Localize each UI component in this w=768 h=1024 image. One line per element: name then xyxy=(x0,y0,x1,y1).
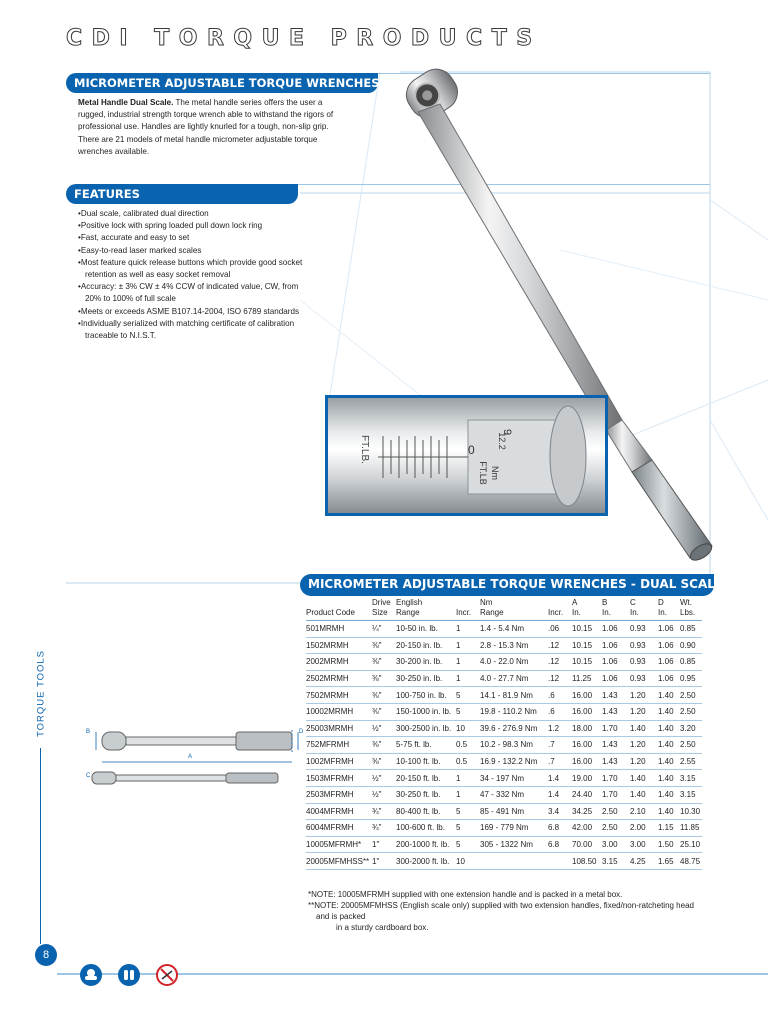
side-rule xyxy=(40,748,41,944)
table-row xyxy=(306,687,702,704)
table-cell: .12 xyxy=(548,654,572,671)
table-cell: 0.90 xyxy=(680,637,702,654)
table-cell: ⅜" xyxy=(372,654,396,671)
table-cell: 16.9 - 132.2 Nm xyxy=(480,753,548,770)
table-cell: .12 xyxy=(548,637,572,654)
table-cell: ¾" xyxy=(372,803,396,820)
table-cell xyxy=(548,853,572,870)
table-cell: 3.00 xyxy=(602,836,630,853)
table-cell: 18.00 xyxy=(572,720,602,737)
table-cell: 85 - 491 Nm xyxy=(480,803,548,820)
table-cell: 1002MFRMH xyxy=(306,753,372,770)
table-cell: 6004MFRMH xyxy=(306,820,372,837)
feature-item: • Meets or exceeds ASME B107.14-2004, ISO 6789 standards xyxy=(78,306,308,318)
table-cell: 1 xyxy=(456,654,480,671)
table-cell: 1 xyxy=(456,786,480,803)
table-row xyxy=(306,720,702,737)
table-cell: 2.50 xyxy=(680,703,702,720)
table-cell: 10 xyxy=(456,853,480,870)
side-category-label xyxy=(33,645,49,745)
note-2: **NOTE: 20005MFMHSS (English scale only) supplied with two extension handles, fixed/non-ratcheting head and is packed xyxy=(308,901,694,921)
table-cell: ⅜" xyxy=(372,687,396,704)
table-cell: 10.2 - 98.3 Nm xyxy=(480,737,548,754)
table-cell: 48.75 xyxy=(680,853,702,870)
table-cell: 1.70 xyxy=(602,786,630,803)
table-cell: 25003MRMH xyxy=(306,720,372,737)
table-cell: 1.15 xyxy=(658,820,680,837)
table-cell: 1.06 xyxy=(602,621,630,638)
table-cell: 1502MRMH xyxy=(306,637,372,654)
table-cell: 10.30 xyxy=(680,803,702,820)
table-cell: 1.65 xyxy=(658,853,680,870)
table-cell: ⅜" xyxy=(372,737,396,754)
table-cell: 39.6 - 276.9 Nm xyxy=(480,720,548,737)
column-header: Product Code xyxy=(306,598,372,621)
table-cell: 24.40 xyxy=(572,786,602,803)
table-cell: 1.06 xyxy=(602,670,630,687)
gloves-icon xyxy=(118,964,140,986)
table-cell: 10 xyxy=(456,720,480,737)
table-cell: .06 xyxy=(548,621,572,638)
table-cell: 108.50 xyxy=(572,853,602,870)
table-cell: 1503MFRMH xyxy=(306,770,372,787)
table-cell: 3.15 xyxy=(602,853,630,870)
table-row xyxy=(306,820,702,837)
table-cell: ¾" xyxy=(372,820,396,837)
table-cell: 1.4 xyxy=(548,770,572,787)
table-cell: 1.40 xyxy=(658,720,680,737)
table-cell: ½" xyxy=(372,786,396,803)
table-row xyxy=(306,836,702,853)
table-cell: 10.15 xyxy=(572,621,602,638)
table-cell: 4004MFRMH xyxy=(306,803,372,820)
table-cell: 1.06 xyxy=(658,621,680,638)
table-cell: 10005MFRMH* xyxy=(306,836,372,853)
table-row xyxy=(306,753,702,770)
table-cell: 19.00 xyxy=(572,770,602,787)
table-cell: 200-1000 ft. lb. xyxy=(396,836,456,853)
table-cell: 1.40 xyxy=(658,703,680,720)
table-cell: 5 xyxy=(456,836,480,853)
dimension-label-c: C xyxy=(86,773,91,779)
table-cell: 1.40 xyxy=(658,687,680,704)
table-cell: 5 xyxy=(456,703,480,720)
feature-item: • Positive lock with spring loaded pull down lock ring xyxy=(78,220,308,232)
table-cell: 0.85 xyxy=(680,654,702,671)
table-cell: 1" xyxy=(372,853,396,870)
table-cell: 1 xyxy=(456,770,480,787)
column-header: Incr. xyxy=(548,598,572,621)
table-cell: 2002MRMH xyxy=(306,654,372,671)
table-cell: 100-600 ft. lb. xyxy=(396,820,456,837)
table-cell: 1 xyxy=(456,637,480,654)
table-cell: 1.40 xyxy=(658,770,680,787)
table-cell: 6.8 xyxy=(548,836,572,853)
section-title: MICROMETER ADJUSTABLE TORQUE WRENCHES xyxy=(66,73,378,93)
table-cell: 1.20 xyxy=(630,737,658,754)
column-header: B In. xyxy=(602,598,630,621)
table-row xyxy=(306,786,702,803)
table-row xyxy=(306,703,702,720)
table-cell: 1.2 xyxy=(548,720,572,737)
side-label-text: TORQUE TOOLS xyxy=(35,650,47,737)
table-cell: 1.20 xyxy=(630,687,658,704)
table-body xyxy=(306,621,702,870)
table-cell: .7 xyxy=(548,737,572,754)
table-cell: 10002MRMH xyxy=(306,703,372,720)
table-cell: 2.00 xyxy=(630,820,658,837)
table-cell: 7502MRMH xyxy=(306,687,372,704)
scale-ring-zero: 0 xyxy=(468,443,475,457)
table-cell: 2.50 xyxy=(602,803,630,820)
table-cell: 2.50 xyxy=(680,687,702,704)
table-cell xyxy=(480,853,548,870)
features-title: FEATURES xyxy=(66,184,298,204)
table-cell: 3.20 xyxy=(680,720,702,737)
table-cell: 2.50 xyxy=(680,737,702,754)
table-cell: 0.93 xyxy=(630,670,658,687)
table-cell: 1.40 xyxy=(630,720,658,737)
table-cell: 6.8 xyxy=(548,820,572,837)
column-header: D In. xyxy=(658,598,680,621)
intro-bold: Metal Handle Dual Scale. xyxy=(78,98,174,107)
table-cell: 47 - 332 Nm xyxy=(480,786,548,803)
table-cell: ½" xyxy=(372,770,396,787)
column-header: Incr. xyxy=(456,598,480,621)
note-2-continued: in a sturdy cardboard box. xyxy=(336,923,429,932)
table-row xyxy=(306,770,702,787)
table-cell: 1.43 xyxy=(602,737,630,754)
table-cell: 3.00 xyxy=(630,836,658,853)
table-cell: 1.40 xyxy=(658,737,680,754)
table-cell: 2.55 xyxy=(680,753,702,770)
table-cell: 19.8 - 110.2 Nm xyxy=(480,703,548,720)
table-cell: 1.43 xyxy=(602,753,630,770)
brand-title: CDI TORQUE PRODUCTS xyxy=(66,26,542,51)
table-cell: 752MFRMH xyxy=(306,737,372,754)
table-title: MICROMETER ADJUSTABLE TORQUE WRENCHES - DUAL SCALE xyxy=(300,574,714,596)
table-cell: 5 xyxy=(456,687,480,704)
table-cell: 300-2000 ft. lb. xyxy=(396,853,456,870)
table-cell: 42.00 xyxy=(572,820,602,837)
table-cell: 2.8 - 15.3 Nm xyxy=(480,637,548,654)
table-cell: 100-750 in. lb. xyxy=(396,687,456,704)
table-cell: 11.85 xyxy=(680,820,702,837)
table-cell: .12 xyxy=(548,670,572,687)
table-cell: 16.00 xyxy=(572,687,602,704)
column-header: C In. xyxy=(630,598,658,621)
table-cell: 16.00 xyxy=(572,753,602,770)
table-cell: 4.0 - 22.0 Nm xyxy=(480,654,548,671)
table-cell: 34.25 xyxy=(572,803,602,820)
table-cell: 1.40 xyxy=(658,786,680,803)
table-cell: 169 - 779 Nm xyxy=(480,820,548,837)
column-header: Drive Size xyxy=(372,598,396,621)
scale-ring-unit-ftlb: FT.LB xyxy=(477,461,488,485)
table-cell: 30-250 in. lb. xyxy=(396,670,456,687)
table-cell: 1.06 xyxy=(602,637,630,654)
table-cell: .7 xyxy=(548,753,572,770)
table-cell: 10.15 xyxy=(572,654,602,671)
table-cell: ½" xyxy=(372,720,396,737)
table-cell: 0.85 xyxy=(680,621,702,638)
table-cell: 1" xyxy=(372,836,396,853)
table-cell: 1.20 xyxy=(630,753,658,770)
table-header-row xyxy=(306,598,702,621)
table-cell: 25.10 xyxy=(680,836,702,853)
table-cell: 10.15 xyxy=(572,637,602,654)
table-cell: 1.06 xyxy=(658,670,680,687)
table-cell: 150-1000 in. lb. xyxy=(396,703,456,720)
scale-closeup-frame xyxy=(325,395,608,516)
table-cell: ¼" xyxy=(372,621,396,638)
table-row xyxy=(306,637,702,654)
table-cell: 16.00 xyxy=(572,737,602,754)
table-cell: 1.40 xyxy=(630,786,658,803)
column-header: Wt. Lbs. xyxy=(680,598,702,621)
table-cell: 20-150 in. lb. xyxy=(396,637,456,654)
table-cell: 1.06 xyxy=(658,637,680,654)
scale-left-label: FT.LB. xyxy=(358,435,370,464)
table-cell: 1.40 xyxy=(658,803,680,820)
table-cell: 0.5 xyxy=(456,753,480,770)
table-cell: 5 xyxy=(456,820,480,837)
table-cell: 1.70 xyxy=(602,770,630,787)
table-cell: 80-400 ft. lb. xyxy=(396,803,456,820)
intro-paragraph xyxy=(78,97,336,158)
table-cell: 30-250 ft. lb. xyxy=(396,786,456,803)
no-extension-icon xyxy=(156,964,178,986)
table-cell: 1.70 xyxy=(602,720,630,737)
scale-ring-value: 12.2 xyxy=(496,432,507,450)
table-cell: 2.10 xyxy=(630,803,658,820)
table-cell: 0.93 xyxy=(630,654,658,671)
table-cell: 20005MFMHSS** xyxy=(306,853,372,870)
table-cell: 1.4 - 5.4 Nm xyxy=(480,621,548,638)
column-header: A In. xyxy=(572,598,602,621)
table-cell: 1.50 xyxy=(658,836,680,853)
table-cell: 0.5 xyxy=(456,737,480,754)
table-cell: ⅜" xyxy=(372,703,396,720)
table-cell: ⅜" xyxy=(372,753,396,770)
column-header: English Range xyxy=(396,598,456,621)
feature-item: • Dual scale, calibrated dual direction xyxy=(78,208,308,220)
feature-item: • Individually serialized with matching certificate of calibration traceable to N.I.S.T. xyxy=(78,318,308,342)
table-cell: 10-50 in. lb. xyxy=(396,621,456,638)
table-row xyxy=(306,737,702,754)
feature-item: • Most feature quick release buttons which provide good socket retention as well as easy socket removal xyxy=(78,257,308,281)
table-cell: 2.50 xyxy=(602,820,630,837)
table-notes xyxy=(308,889,708,933)
page-number: 8 xyxy=(35,944,57,966)
table-cell: 70.00 xyxy=(572,836,602,853)
table-cell: 1.40 xyxy=(630,770,658,787)
table-cell: 1 xyxy=(456,621,480,638)
table-cell: 34 - 197 Nm xyxy=(480,770,548,787)
table-cell: .6 xyxy=(548,703,572,720)
table-cell: 1.20 xyxy=(630,703,658,720)
scale-ring-nine: 9 xyxy=(501,428,514,436)
table-cell: 4.0 - 27.7 Nm xyxy=(480,670,548,687)
dimension-diagram-side xyxy=(82,766,282,790)
table-cell: 1.06 xyxy=(602,654,630,671)
table-cell: 5-75 ft. lb. xyxy=(396,737,456,754)
table-cell: 0.93 xyxy=(630,637,658,654)
table-cell: 501MRMH xyxy=(306,621,372,638)
table-cell: 11.25 xyxy=(572,670,602,687)
table-cell: 20-150 ft. lb. xyxy=(396,770,456,787)
table-cell: 30-200 in. lb. xyxy=(396,654,456,671)
scale-ring-unit-nm: Nm xyxy=(490,466,500,480)
dimension-label-b: B xyxy=(86,729,91,735)
table-cell: 305 - 1322 Nm xyxy=(480,836,548,853)
features-list xyxy=(78,208,308,342)
table-cell: .6 xyxy=(548,687,572,704)
table-cell: 5 xyxy=(456,803,480,820)
table-cell: 14.1 - 81.9 Nm xyxy=(480,687,548,704)
table-cell: 300-2500 in. lb. xyxy=(396,720,456,737)
table-cell: 16.00 xyxy=(572,703,602,720)
table-cell: 2503MFRMH xyxy=(306,786,372,803)
table-row xyxy=(306,654,702,671)
note-1: *NOTE: 10005MFRMH supplied with one extension handle and is packed in a metal box. xyxy=(308,890,623,899)
table-cell: 1.40 xyxy=(658,753,680,770)
dimension-label-d: D xyxy=(299,729,304,735)
specs-table xyxy=(306,598,702,870)
table-row xyxy=(306,621,702,638)
eye-protection-icon xyxy=(80,964,102,986)
feature-item: • Fast, accurate and easy to set xyxy=(78,232,308,244)
table-cell: ⅜" xyxy=(372,637,396,654)
feature-item: • Accuracy: ± 3% CW ± 4% CCW of indicated value, CW, from 20% to 100% of full scale xyxy=(78,281,308,305)
table-cell: 10-100 ft. lb. xyxy=(396,753,456,770)
table-cell: 3.4 xyxy=(548,803,572,820)
intro-text: The metal handle series offers the user a rugged, industrial strength torque wrench able to withstand the rigors of professional use. Handles are lightly knurled for a tough, non-slip grip. There are 21 models of metal handle micrometer adjustable torque wrenches available. xyxy=(78,98,334,156)
table-cell: ⅜" xyxy=(372,670,396,687)
feature-item: • Easy-to-read laser marked scales xyxy=(78,245,308,257)
table-row xyxy=(306,670,702,687)
column-header: Nm Range xyxy=(480,598,548,621)
table-cell: 1.06 xyxy=(658,654,680,671)
dimension-label-a: A xyxy=(188,754,193,760)
table-cell: 4.25 xyxy=(630,853,658,870)
table-cell: 3.15 xyxy=(680,786,702,803)
table-cell: 0.93 xyxy=(630,621,658,638)
table-cell: 2502MRMH xyxy=(306,670,372,687)
table-cell: 1.4 xyxy=(548,786,572,803)
table-cell: 0.95 xyxy=(680,670,702,687)
table-row xyxy=(306,853,702,870)
table-cell: 1.43 xyxy=(602,703,630,720)
table-cell: 1.43 xyxy=(602,687,630,704)
table-cell: 1 xyxy=(456,670,480,687)
table-cell: 3.15 xyxy=(680,770,702,787)
table-row xyxy=(306,803,702,820)
